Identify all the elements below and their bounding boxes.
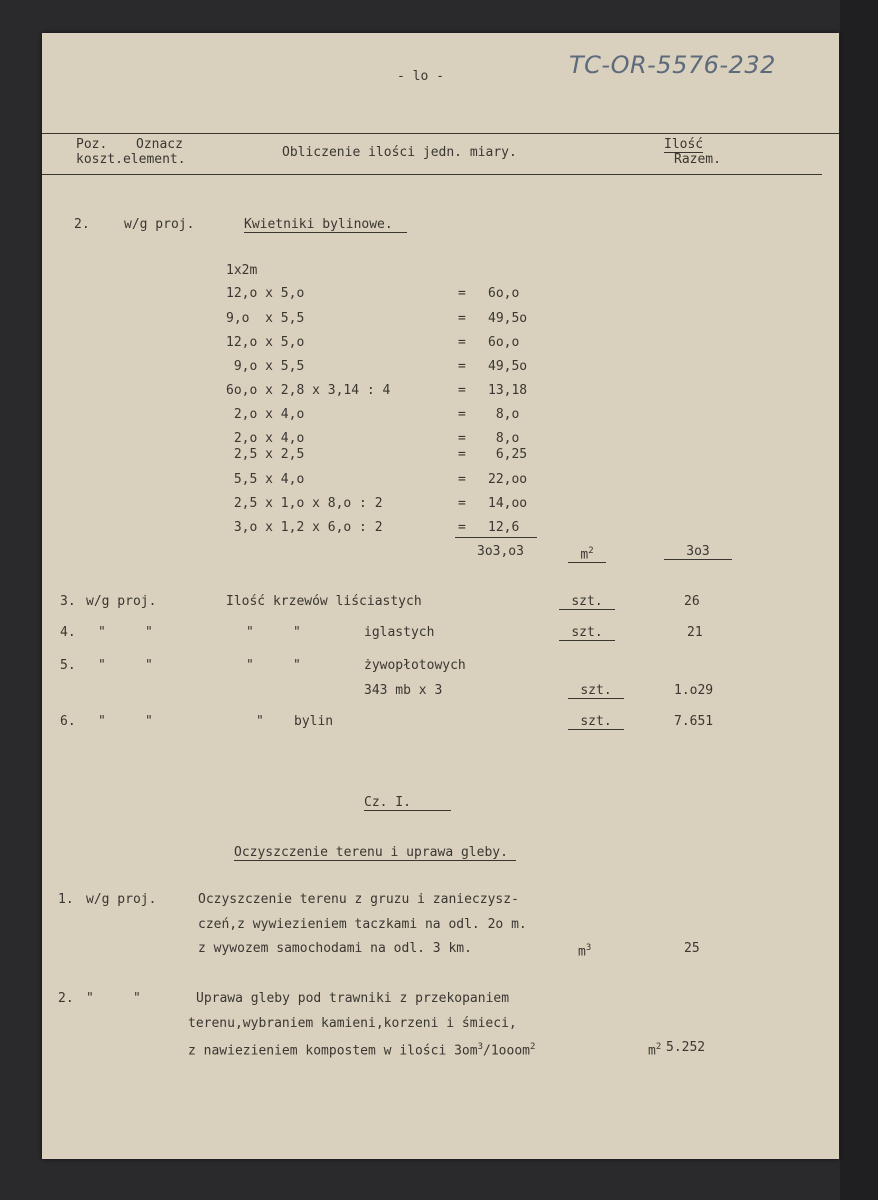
calc-row-value: 6o,o [488, 286, 520, 301]
calc-row-expression: 2,5 x 1,o x 8,o : 2 [226, 496, 383, 511]
archive-number: TC-OR-5576-232 [569, 51, 776, 79]
item6-total: 7.651 [674, 714, 714, 729]
header-col-oznacz: Oznacz [136, 137, 183, 152]
calc-row-value: 12,6 [488, 520, 520, 535]
item3-unit: szt. [559, 594, 615, 610]
calc-row-equals: = [458, 447, 466, 462]
part-item1-line3: z wywozem samochodami na odl. 3 km. [198, 941, 472, 956]
item6-ditto: " [256, 714, 264, 729]
header-col-obliczenie: Obliczenie ilości jedn. miary. [282, 145, 517, 160]
item4-ditto: " " [246, 625, 301, 640]
part-item2-line3 [188, 1040, 535, 1058]
part-item1-line1: Oczyszczenie terenu z gruzu i zanieczysz- [198, 892, 519, 907]
part-item2-line3-exp1: 3 [477, 1042, 484, 1052]
item4-ref: " " [98, 625, 153, 640]
part-item1-ref: w/g proj. [86, 892, 157, 907]
part-label: Cz. I. [364, 795, 451, 811]
item5-calc: 343 mb x 3 [364, 683, 443, 698]
calc-row-value: 6,25 [488, 447, 528, 462]
calc-row-equals: = [458, 335, 466, 350]
item3-number: 3. [60, 594, 76, 609]
item5-total: 1.o29 [674, 683, 714, 698]
part-item2-number: 2. [58, 991, 74, 1006]
section2-unit-exponent: 2 [588, 546, 594, 556]
part-item1-total: 25 [684, 941, 700, 956]
calc-row-equals: = [458, 431, 466, 446]
calc-row-expression: 2,5 x 2,5 [226, 447, 305, 462]
item6-description: bylin [294, 714, 334, 729]
item5-ref: " " [98, 658, 153, 673]
calc-row-expression: 12,o x 5,o [226, 286, 305, 301]
calc-row-expression: 3,o x 1,2 x 6,o : 2 [226, 520, 383, 535]
item6-ref: " " [98, 714, 153, 729]
part-item1-unit-base: m [578, 944, 586, 960]
item3-total: 26 [684, 594, 700, 609]
calc-row-equals: = [458, 311, 466, 326]
calc-row-value: 22,oo [488, 472, 528, 487]
item4-total: 21 [687, 625, 703, 640]
section2-total: 3o3 [664, 544, 732, 560]
calc-row-equals: = [458, 383, 466, 398]
calc-row-expression: 12,o x 5,o [226, 335, 305, 350]
header-top-rule [42, 133, 839, 134]
section2-unit-base: m [580, 547, 589, 563]
header-col-ilosc: Ilość [664, 137, 704, 152]
section2-number: 2. [74, 217, 90, 232]
calc-row-expression: 6o,o x 2,8 x 3,14 : 4 [226, 383, 391, 398]
item6-number: 6. [60, 714, 76, 729]
part-item2-line3-mid: /1ooom [483, 1043, 530, 1059]
item5-ditto: " " [246, 658, 301, 673]
calc-row-expression: 9,o x 5,5 [226, 359, 305, 374]
item5-number: 5. [60, 658, 76, 673]
item3-description: Ilość krzewów liściastych [226, 594, 422, 609]
section2-unit [568, 544, 606, 563]
header-col-razem: Razem. [674, 152, 721, 167]
section2-ref: w/g proj. [124, 217, 195, 232]
document-page [42, 33, 839, 1159]
calc-row-equals: = [458, 520, 466, 535]
sum-rule [455, 537, 537, 538]
calc-row-value: 13,18 [488, 383, 528, 398]
calc-row-expression: 2,o x 4,o [226, 431, 305, 446]
calc-row-value: 14,oo [488, 496, 528, 511]
part-item2-unit [648, 1040, 661, 1058]
part-item2-ref: " " [86, 991, 141, 1006]
background-edge [840, 0, 878, 1200]
item4-number: 4. [60, 625, 76, 640]
part-item2-line3-text: z nawiezieniem kompostem w ilości 3om [188, 1043, 478, 1059]
page-number: - lo - [397, 69, 444, 84]
section2-subheading: 1x2m [226, 263, 258, 278]
calc-row-equals: = [458, 359, 466, 374]
part-item2-line1: Uprawa gleby pod trawniki z przekopaniem [196, 991, 510, 1006]
item3-ref: w/g proj. [86, 594, 157, 609]
calc-row-equals: = [458, 286, 466, 301]
item6-unit: szt. [568, 714, 624, 730]
part-item1-line2: czeń,z wywiezieniem taczkami na odl. 2o m. [198, 917, 527, 932]
calc-row-value: 8,o [488, 407, 520, 422]
part-item2-line2: terenu,wybraniem kamieni,korzeni i śmieci, [188, 1016, 517, 1031]
header-col-poz: Poz. [76, 137, 108, 152]
item5-description: żywopłotowych [364, 658, 466, 673]
calc-row-equals: = [458, 472, 466, 487]
calc-row-expression: 9,o x 5,5 [226, 311, 305, 326]
item4-unit: szt. [559, 625, 615, 641]
part-item1-unit-exponent: 3 [585, 943, 592, 953]
item4-description: iglastych [364, 625, 435, 640]
header-col-koszt: koszt.element. [76, 152, 186, 167]
calc-row-expression: 5,5 x 4,o [226, 472, 305, 487]
part-item2-unit-exponent: 2 [655, 1042, 662, 1052]
header-bottom-rule [42, 174, 822, 175]
section2-title: Kwietniki bylinowe. [244, 217, 407, 233]
calc-row-value: 49,5o [488, 311, 528, 326]
part-item2-unit-base: m [648, 1043, 656, 1059]
part-item2-line3-exp2: 2 [529, 1042, 536, 1052]
part-item2-total: 5.252 [666, 1040, 706, 1055]
calc-row-equals: = [458, 496, 466, 511]
calc-row-equals: = [458, 407, 466, 422]
part-item1-number: 1. [58, 892, 74, 907]
part-title: Oczyszczenie terenu i uprawa gleby. [234, 845, 516, 861]
calc-row-expression: 2,o x 4,o [226, 407, 305, 422]
part-item1-unit [578, 941, 591, 959]
item5-unit: szt. [568, 683, 624, 699]
calc-row-value: 6o,o [488, 335, 520, 350]
calc-row-value: 8,o [488, 431, 520, 446]
section2-sum: 3o3,o3 [477, 544, 524, 559]
calc-row-value: 49,5o [488, 359, 528, 374]
